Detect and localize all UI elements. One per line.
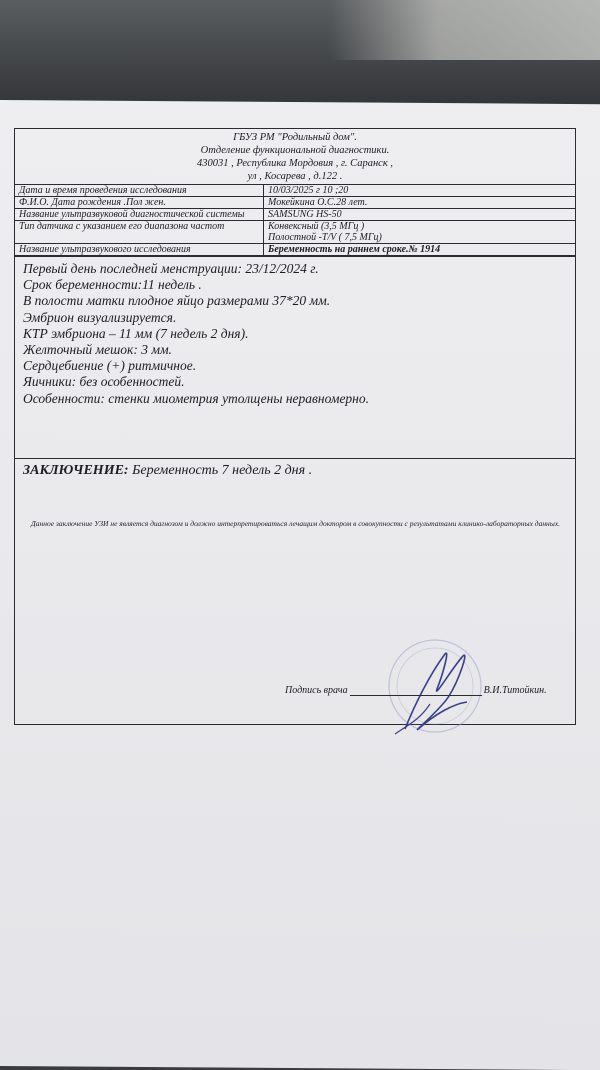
report-header bbox=[15, 129, 575, 185]
address-line-1: 430031 , Республика Мордовия , г. Саранск , bbox=[196, 158, 394, 169]
signature-row bbox=[285, 685, 547, 696]
info-row bbox=[15, 185, 575, 197]
info-row bbox=[15, 244, 575, 256]
info-row bbox=[15, 221, 575, 244]
finding-line: Срок беременности:11 недель . bbox=[23, 277, 202, 293]
patient-info-table bbox=[15, 185, 575, 256]
signature-label: Подпись врача bbox=[285, 685, 348, 696]
info-row bbox=[15, 197, 575, 209]
signature-line bbox=[350, 685, 482, 696]
conclusion-title: ЗАКЛЮЧЕНИЕ: bbox=[23, 463, 129, 478]
finding-line: Желточный мешок: 3 мм. bbox=[23, 342, 172, 358]
finding-line: В полости матки плодное яйцо размерами 37*20 мм. bbox=[23, 293, 331, 309]
info-label: Название ультразвуковой диагностической системы bbox=[15, 209, 264, 221]
info-label: Ф.И.О. Дата рождения .Пол жен. bbox=[15, 197, 264, 209]
conclusion-text: Беременность 7 недель 2 дня . bbox=[128, 463, 313, 478]
probe-cavity: Полостной -T/V ( 7,5 МГц) bbox=[268, 232, 382, 243]
department-name: Отделение функциональной диагностики. bbox=[200, 145, 390, 156]
clinic-name: ГБУЗ РМ "Родильный дом". bbox=[233, 132, 357, 143]
finding-line: КТР эмбриона – 11 мм (7 недель 2 дня). bbox=[23, 325, 249, 341]
disclaimer-text: Данное заключение УЗИ не является диагнозом и должно интерпретироваться лечащим доктором в совокупности с результатами клинико-лабораторных данных. bbox=[31, 519, 561, 528]
finding-line: Первый день последней менструации: 23/12/2024 г. bbox=[23, 261, 319, 276]
findings-section bbox=[15, 256, 575, 458]
doctor-name: В.И.Титойкин. bbox=[483, 685, 547, 696]
info-label: Дата и время проведения исследования bbox=[15, 185, 264, 197]
info-label: Название ультразвукового исследования bbox=[15, 244, 264, 256]
info-label: Тип датчика с указанием его диапазона частот bbox=[15, 221, 264, 244]
info-row bbox=[15, 209, 575, 221]
address-line-2: ул , Косарева , д.122 . bbox=[247, 171, 343, 182]
finding-line: Яичники: без особенностей. bbox=[23, 374, 185, 390]
info-value: 10/03/2025 г 10 ;20 bbox=[264, 185, 576, 197]
info-value bbox=[264, 221, 576, 244]
finding-line: Эмбрион визуализируется. bbox=[23, 309, 177, 325]
probe-convex: Конвексный (3,5 МГц ) bbox=[268, 221, 365, 232]
info-value: SAMSUNG HS-50 bbox=[264, 209, 576, 221]
finding-line: Особенности: стенки миометрия утолщены неравномерно. bbox=[23, 390, 370, 406]
info-value: Беременность на раннем сроке.№ 1914 bbox=[264, 244, 576, 256]
info-value: Мокейкина О.С.28 лет. bbox=[264, 197, 576, 209]
conclusion-section bbox=[15, 458, 575, 533]
finding-line: Сердцебиение (+) ритмичное. bbox=[23, 358, 197, 374]
ultrasound-report bbox=[14, 128, 576, 725]
